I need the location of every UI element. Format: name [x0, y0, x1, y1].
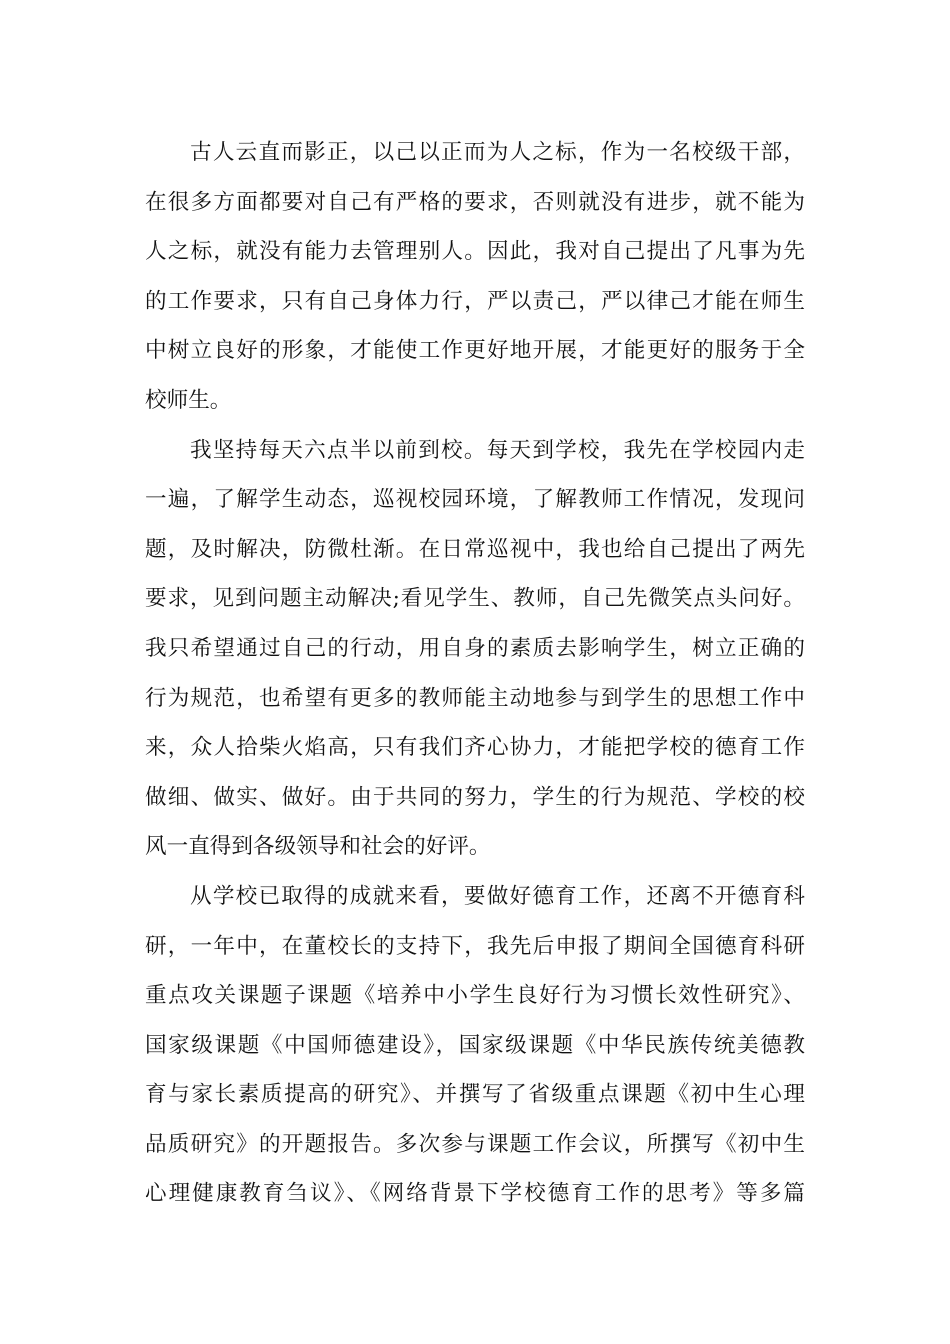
text-line: 心理健康教育刍议》、《网络背景下学校德育工作的思考》等多篇 [145, 1181, 805, 1207]
text-line: 我坚持每天六点半以前到校。每天到学校，我先在学校园内走 [190, 437, 805, 463]
paragraph-3 [145, 872, 805, 1219]
text-line: 的工作要求，只有自己身体力行，严以责己，严以律己才能在师生 [145, 288, 805, 314]
text-line: 人之标，就没有能力去管理别人。因此，我对自己提出了凡事为先 [145, 239, 805, 265]
text-line: 风一直得到各级领导和社会的好评。 [145, 834, 491, 860]
document-body [145, 128, 805, 1219]
text-line: 研，一年中，在董校长的支持下，我先后申报了期间全国德育科研 [145, 933, 805, 959]
text-line: 一遍，了解学生动态，巡视校园环境，了解教师工作情况，发现问 [145, 487, 805, 513]
text-line: 国家级课题《中国师德建设》，国家级课题《中华民族传统美德教 [145, 1032, 805, 1058]
text-line: 品质研究》的开题报告。多次参与课题工作会议，所撰写《初中生 [145, 1131, 805, 1157]
text-line: 在很多方面都要对自己有严格的要求，否则就没有进步，就不能为 [145, 189, 805, 215]
text-line: 题，及时解决，防微杜渐。在日常巡视中，我也给自己提出了两先 [145, 536, 805, 562]
text-line: 重点攻关课题子课题《培养中小学生良好行为习惯长效性研究》、 [145, 983, 805, 1009]
text-line: 校师生。 [145, 387, 232, 413]
text-line: 来，众人拾柴火焰高，只有我们齐心协力，才能把学校的德育工作 [145, 735, 805, 761]
text-line: 我只希望通过自己的行动，用自身的素质去影响学生，树立正确的 [145, 635, 805, 661]
text-line: 从学校已取得的成就来看，要做好德育工作，还离不开德育科 [190, 883, 805, 909]
paragraph-1 [145, 128, 805, 426]
paragraph-2 [145, 426, 805, 872]
text-line: 古人云直而影正，以己以正而为人之标，作为一名校级干部， [190, 140, 805, 165]
text-line: 要求，见到问题主动解决;看见学生、教师，自己先微笑点头问好。 [145, 586, 805, 612]
text-line: 育与家长素质提高的研究》、并撰写了省级重点课题《初中生心理 [145, 1082, 805, 1108]
text-line: 行为规范，也希望有更多的教师能主动地参与到学生的思想工作中 [145, 685, 805, 711]
text-line: 中树立良好的形象，才能使工作更好地开展，才能更好的服务于全 [145, 338, 805, 364]
text-line: 做细、做实、做好。由于共同的努力，学生的行为规范、学校的校 [145, 784, 805, 810]
